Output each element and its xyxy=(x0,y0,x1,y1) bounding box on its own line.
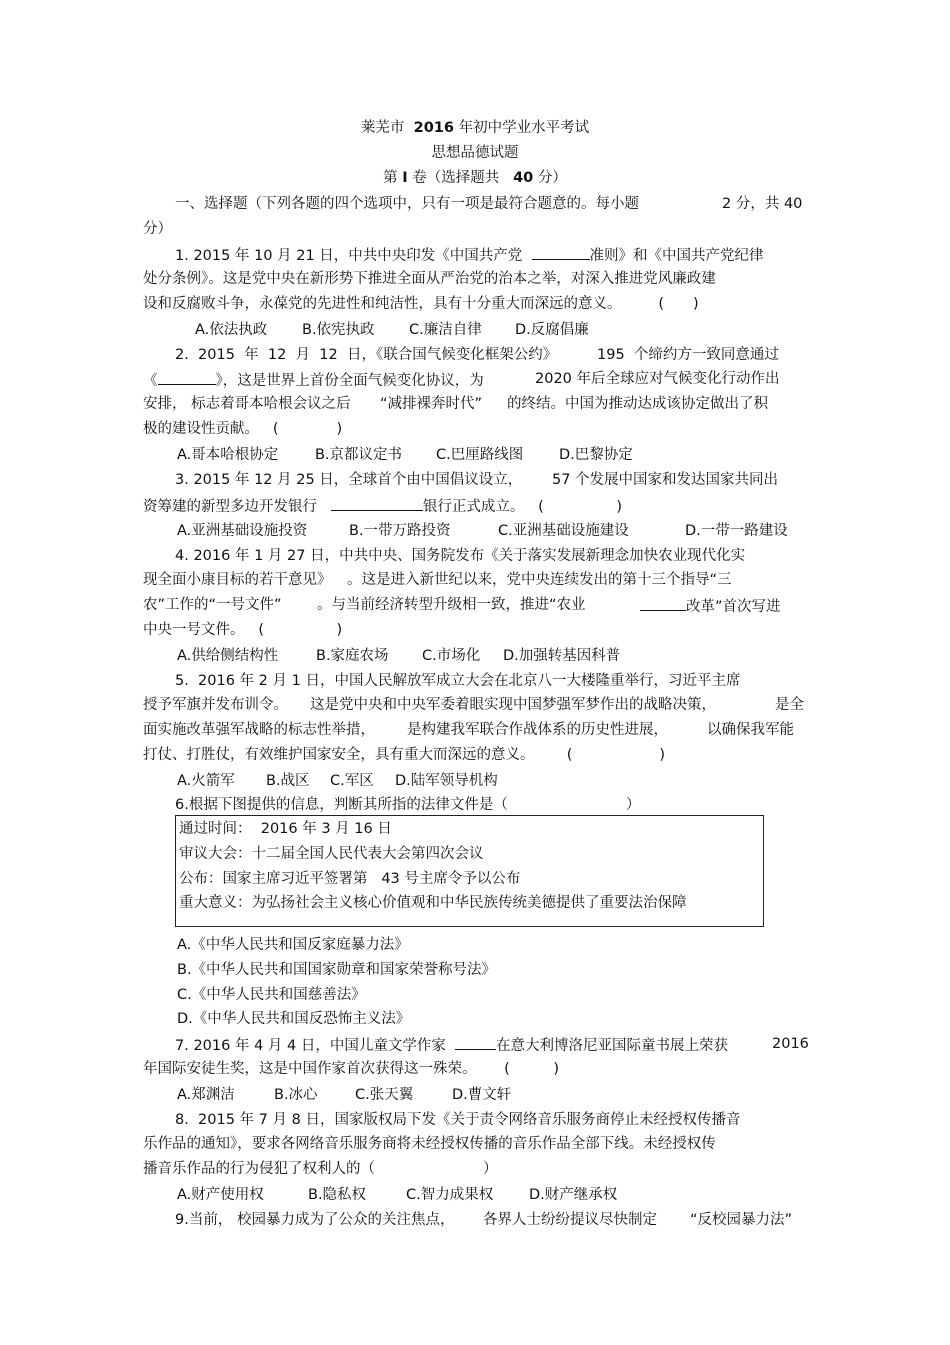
question-5-stem: 5. 2016 年 2 月 1 日，中国人民解放军成立大会在北京八一大楼隆重举行，习近平主席 xyxy=(175,673,741,689)
answer-blank[interactable] xyxy=(455,1034,496,1050)
question-5-line-mid: 是构建我军联合作战体系的历史性进展， xyxy=(407,722,668,738)
question-4-line: 中央一号文件。 ( ) xyxy=(143,622,343,638)
question-4-line-mid: 。与当前经济转型升级相一致，推进“农业 xyxy=(317,597,586,613)
option-d[interactable]: D.陆军领导机构 xyxy=(395,773,498,789)
answer-blank[interactable] xyxy=(331,495,423,511)
question-3-stem: 3. 2015 年 12 月 25 日，全球首个由中国倡议设立， xyxy=(175,472,523,488)
question-1-line: 设和反腐败斗争，永葆党的先进性和纯洁性，具有十分重大而深远的意义。 ( ) xyxy=(143,296,699,312)
info-box-line: 重大意义：为弘扬社会主义核心价值观和中华民族传统美德提供了重要法治保障 xyxy=(179,895,687,911)
question-1-stem: 1. 2015 年 10 月 21 日，中共中央印发《中国共产党 准则》和《中国共产党纪律 xyxy=(175,244,764,266)
option-a[interactable]: A.哥本哈根协定 xyxy=(177,447,279,463)
option-b[interactable]: B.隐私权 xyxy=(308,1187,367,1203)
section-heading: 第 I 卷（选择题共 40 分） xyxy=(383,170,567,186)
option-d[interactable]: D.一带一路建设 xyxy=(685,523,788,539)
question-3-stem-tail: 57 个发展中国家和发达国家共同出 xyxy=(552,472,779,488)
question-2-options xyxy=(177,445,633,465)
question-8-line: 播音乐作品的行为侵犯了权利人的（ ） xyxy=(143,1161,498,1177)
answer-blank[interactable] xyxy=(640,595,686,611)
question-2-stem-tail: 195 个缔约方一致同意通过 xyxy=(597,347,779,363)
question-5-line-mid: 这是党中央和中央军委着眼实现中国梦强军梦作出的战略决策， xyxy=(310,697,716,713)
option-a[interactable]: A.郑渊洁 xyxy=(177,1087,235,1103)
answer-paren: ( ) xyxy=(504,1061,559,1077)
option-c[interactable]: C.市场化 xyxy=(422,648,481,664)
answer-paren: ( ) xyxy=(566,747,666,763)
option-b[interactable]: B.一带万路投资 xyxy=(349,523,451,539)
option-c[interactable]: C.廉洁自律 xyxy=(409,322,482,338)
option-a[interactable]: A.亚洲基础设施投资 xyxy=(177,523,308,539)
question-5-line-tail: 是全 xyxy=(775,697,804,713)
question-7-stem: 7. 2016 年 4 月 4 日，中国儿童文学作家 在意大利博洛尼亚国际童书展上荣获 xyxy=(175,1034,728,1056)
question-8-stem: 8. 2015 年 7 月 8 日，国家版权局下发《关于责令网络音乐服务商停止未经授权传播音 xyxy=(175,1112,741,1128)
option-c[interactable]: C.《中华人民共和国慈善法》 xyxy=(177,987,366,1003)
option-c[interactable]: C.亚洲基础设施建设 xyxy=(498,523,629,539)
option-a[interactable]: A.财产使用权 xyxy=(177,1187,264,1203)
option-b[interactable]: B.京都议定书 xyxy=(315,447,403,463)
question-8-line: 乐作品的通知》，要求各网络音乐服务商将未经授权传播的音乐作品全部下线。未经授权传 xyxy=(143,1136,716,1152)
answer-blank[interactable] xyxy=(158,369,216,385)
question-2-line: 极的建设性贡献。 ( ) xyxy=(143,421,343,437)
question-4-line: 现全面小康目标的若干意见》 xyxy=(143,572,332,588)
option-d[interactable]: D.曹文轩 xyxy=(452,1087,512,1103)
question-2-line-tail: 2020 年后全球应对气候变化行动作出 xyxy=(535,371,780,387)
question-5-options xyxy=(177,771,498,791)
option-a[interactable]: A.供给侧结构性 xyxy=(177,648,279,664)
info-box-line: 审议大会：十二届全国人民代表大会第四次会议 xyxy=(179,846,484,862)
question-9-stem-mid: 各界人士纷纷提议尽快制定 xyxy=(483,1212,657,1228)
answer-paren: ( ) xyxy=(538,499,622,515)
question-3-options xyxy=(177,521,788,541)
exam-subtitle: 思想品德试题 xyxy=(431,145,519,161)
question-4-line-tail: 。这是进入新世纪以来，党中央连续发出的第十三个指导“三 xyxy=(347,572,732,588)
question-7-options xyxy=(177,1085,511,1105)
answer-paren: ( ) xyxy=(658,296,699,312)
info-box-line: 通过时间： 2016 年 3 月 16 日 xyxy=(179,821,392,837)
option-c[interactable]: C.军区 xyxy=(330,773,374,789)
question-2-line: 《 》，这是世界上首份全面气候变化协议，为 xyxy=(143,369,484,391)
option-c[interactable]: C.张天翼 xyxy=(355,1087,414,1103)
option-a[interactable]: A.火箭军 xyxy=(177,773,235,789)
option-b[interactable]: B.家庭农场 xyxy=(316,648,389,664)
question-5-line: 打仗、打胜仗，有效维护国家安全，具有重大而深远的意义。 ( ) xyxy=(143,747,666,763)
question-2-quote: “减排裸奔时代” xyxy=(380,396,483,412)
exam-title: 莱芜市 2016 年初中学业水平考试 xyxy=(360,120,590,136)
option-b[interactable]: B.战区 xyxy=(266,773,310,789)
option-b[interactable]: B.冰心 xyxy=(274,1087,318,1103)
question-1-line: 处分条例》。这是党中央在新形势下推进全面从严治党的治本之举，对深入推进党风廉政建 xyxy=(143,271,716,287)
question-7-line: 年国际安徒生奖，这是中国作家首次获得这一殊荣。 ( ) xyxy=(143,1061,559,1077)
info-box xyxy=(175,815,764,927)
instructions-line: 一、选择题（下列各题的四个选项中，只有一项是最符合题意的。每小题 xyxy=(175,196,639,212)
question-2-line: 安排， 标志着哥本哈根会议之后 xyxy=(143,396,351,412)
option-d[interactable]: D.巴黎协定 xyxy=(559,447,633,463)
question-7-stem-tail: 2016 xyxy=(772,1036,809,1052)
question-9-stem-tail: “反校园暴力法” xyxy=(690,1212,793,1228)
question-6-stem: 6.根据下图提供的信息，判断其所指的法律文件是（ ） xyxy=(175,797,641,813)
question-4-options xyxy=(177,646,620,666)
question-5-line: 面实施改革强军战略的标志性举措， xyxy=(143,722,375,738)
question-5-line-tail: 以确保我军能 xyxy=(707,722,794,738)
question-8-options xyxy=(177,1185,617,1205)
option-a[interactable]: A.依法执政 xyxy=(195,322,268,338)
option-a[interactable]: A.《中华人民共和国反家庭暴力法》 xyxy=(177,937,409,953)
option-d[interactable]: D.《中华人民共和国反恐怖主义法》 xyxy=(177,1011,411,1027)
instructions-line-2: 分） xyxy=(143,221,172,237)
question-2-line-tail: 的终结。中国为推动达成该协定做出了积 xyxy=(507,396,768,412)
question-2-stem: 2. 2015 年 12 月 12 日，《联合国气候变化框架公约》 xyxy=(175,347,558,363)
option-b[interactable]: B.《中华人民共和国国家勋章和国家荣誉称号法》 xyxy=(177,962,497,978)
option-d[interactable]: D.财产继承权 xyxy=(529,1187,618,1203)
answer-paren: ( ) xyxy=(272,421,343,437)
option-c[interactable]: C.智力成果权 xyxy=(406,1187,494,1203)
answer-blank[interactable] xyxy=(532,244,590,260)
option-d[interactable]: D.反腐倡廉 xyxy=(515,322,589,338)
answer-paren: ( ) xyxy=(258,622,343,638)
question-4-line-tail: 改革”首次写进 xyxy=(640,595,781,617)
question-5-line: 授予军旗并发布训令。 xyxy=(143,697,288,713)
info-box-line: 公布：国家主席习近平签署第 43 号主席令予以公布 xyxy=(179,871,521,887)
option-b[interactable]: B.依宪执政 xyxy=(302,322,375,338)
question-4-stem: 4. 2016 年 1 月 27 日，中共中央、国务院发布《关于落实发展新理念加快农业现代化实 xyxy=(175,548,746,564)
instructions-points: 2 分，共 40 xyxy=(722,196,803,212)
option-d[interactable]: D.加强转基因科普 xyxy=(503,648,621,664)
question-3-line: 资筹建的新型多边开发银行 银行正式成立。 ( ) xyxy=(143,495,622,517)
question-1-options xyxy=(195,320,589,340)
option-c[interactable]: C.巴厘路线图 xyxy=(436,447,524,463)
question-4-line: 农”工作的“一号文件” xyxy=(143,597,282,613)
question-9-stem: 9.当前， 校园暴力成为了公众的关注焦点， xyxy=(175,1212,455,1228)
